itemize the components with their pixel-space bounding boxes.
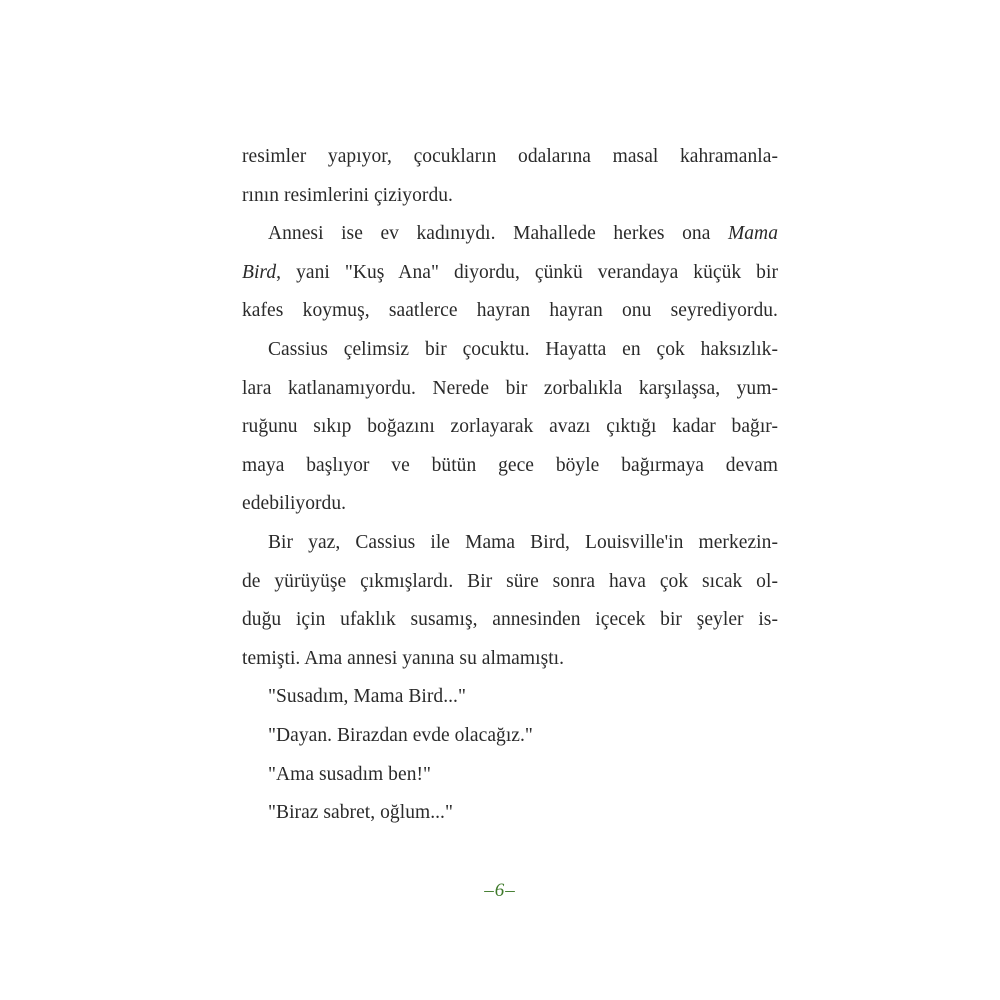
text-line: Cassius çelimsiz bir çocuktu. Hayatta en çok haksızlık- [268,338,778,360]
text-line: rının resimlerini çiziyordu. [242,184,453,206]
page-number: –6– [484,880,516,901]
text-line: temişti. Ama annesi yanına su almamıştı. [242,647,565,669]
body-text [242,138,778,833]
text-span: , yani "Kuş Ana" diyordu, çünkü verandaya küçük bir [276,261,778,283]
text-line: kafes koymuş, saatlerce hayran hayran onu seyrediyordu. [242,300,778,322]
text-line: "Biraz sabret, oğlum..." [268,802,453,824]
text-line: "Ama susadım ben!" [268,763,432,785]
text-line: maya başlıyor ve bütün gece böyle bağırmaya devam [242,454,778,476]
text-line: edebiliyordu. [242,493,347,515]
text-line: "Dayan. Birazdan evde olacağız." [268,724,533,746]
italic-text: Mama [727,223,778,245]
text-span: Annesi ise ev kadınıydı. Mahallede herkes ona [268,223,728,245]
text-line: resimler yapıyor, çocukların odalarına masal kahramanla- [242,146,778,167]
text-line: de yürüyüşe çıkmışlardı. Bir süre sonra hava çok sıcak ol- [242,570,778,592]
text-line: "Susadım, Mama Bird..." [268,686,466,708]
text-line: lara katlanamıyordu. Nerede bir zorbalıkla karşılaşsa, yum- [242,377,778,399]
text-line [242,254,778,293]
italic-text: Bird [242,261,277,283]
text-line: ruğunu sıkıp boğazını zorlayarak avazı çıktığı kadar bağır- [242,416,778,438]
text-line: duğu için ufaklık susamış, annesinden içecek bir şeyler is- [242,609,778,631]
text-line: Bir yaz, Cassius ile Mama Bird, Louisville'in merkezin- [268,531,778,553]
text-line [242,215,778,254]
